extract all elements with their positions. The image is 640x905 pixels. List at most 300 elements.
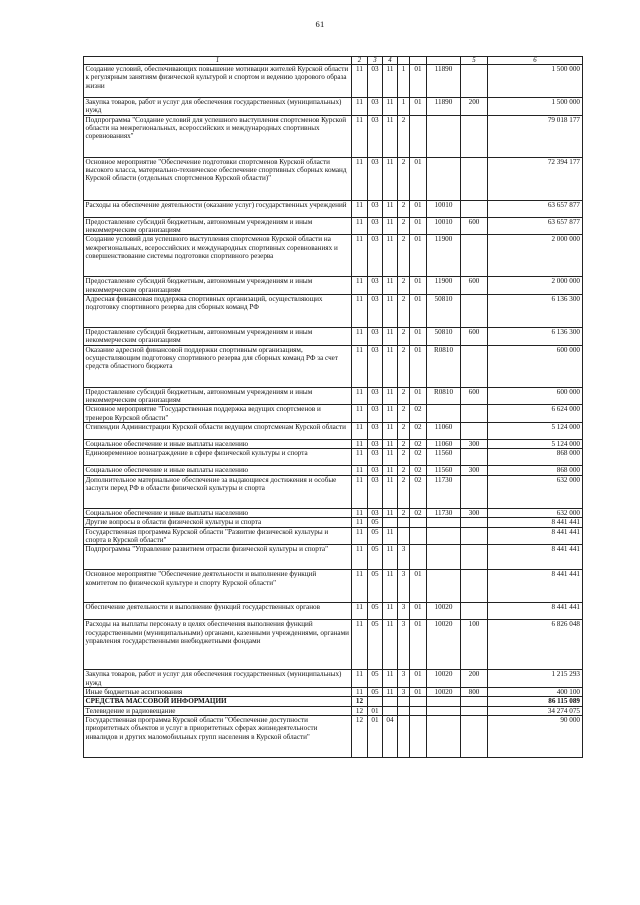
row-name-cell: Оказание адресной финансовой поддержки спортивным организациям, осуществляющим подготовку спортивного резерва для сборных команд РФ за счет средств областного бюджета (84, 345, 352, 387)
code-cell (461, 715, 488, 757)
code-cell: 2 (398, 200, 410, 217)
code-cell: 03 (368, 65, 383, 98)
code-cell: 2 (398, 405, 410, 423)
code-cell: 02 (410, 466, 427, 475)
code-cell: 02 (410, 423, 427, 440)
code-cell: 3 (398, 545, 410, 570)
code-cell (427, 545, 461, 570)
code-cell: 11 (383, 328, 398, 346)
code-cell: 3 (398, 570, 410, 603)
code-cell: 11 (383, 65, 398, 98)
row-name-cell: Социальное обеспечение и иные выплаты населению (84, 466, 352, 475)
code-cell: 05 (368, 603, 383, 620)
amount-cell: 72 394 177 (488, 157, 583, 200)
table-row (84, 545, 583, 570)
code-cell: 03 (368, 475, 383, 508)
row-name-cell: СРЕДСТВА МАССОВОЙ ИНФОРМАЦИИ (84, 697, 352, 706)
header-cell: 2 (352, 57, 368, 65)
row-name-cell: Социальное обеспечение и иные выплаты населению (84, 508, 352, 517)
code-cell (461, 449, 488, 466)
code-cell (461, 697, 488, 706)
code-cell (398, 527, 410, 545)
code-cell (410, 706, 427, 715)
code-cell (461, 570, 488, 603)
amount-cell: 86 115 089 (488, 697, 583, 706)
code-cell: 05 (368, 518, 383, 527)
code-cell: 11890 (427, 65, 461, 98)
code-cell: 2 (398, 345, 410, 387)
amount-cell: 868 000 (488, 449, 583, 466)
code-cell: 04 (383, 715, 398, 757)
table-row (84, 697, 583, 706)
amount-cell: 5 124 000 (488, 423, 583, 440)
amount-cell: 90 000 (488, 715, 583, 757)
code-cell: R0810 (427, 345, 461, 387)
header-cell: 6 (488, 57, 583, 65)
code-cell: R0810 (427, 387, 461, 405)
code-cell: 12 (352, 715, 368, 757)
amount-cell: 2 000 000 (488, 235, 583, 277)
code-cell: 2 (398, 235, 410, 277)
code-cell: 11 (352, 518, 368, 527)
code-cell: 11 (383, 570, 398, 603)
code-cell: 11 (383, 115, 398, 157)
header-cell: 1 (84, 57, 352, 65)
table-row (84, 475, 583, 508)
table-row (84, 65, 583, 98)
table-row (84, 670, 583, 688)
code-cell: 11 (352, 687, 368, 696)
code-cell (427, 527, 461, 545)
header-cell: 3 (368, 57, 383, 65)
code-cell: 800 (461, 687, 488, 696)
table-row (84, 115, 583, 157)
code-cell: 11 (383, 527, 398, 545)
code-cell: 05 (368, 570, 383, 603)
code-cell (461, 518, 488, 527)
table-row (84, 449, 583, 466)
code-cell: 3 (398, 670, 410, 688)
code-cell: 01 (410, 235, 427, 277)
amount-cell: 1 500 000 (488, 65, 583, 98)
table-row (84, 706, 583, 715)
code-cell: 11 (352, 217, 368, 235)
code-cell (461, 157, 488, 200)
code-cell: 11 (352, 545, 368, 570)
code-cell: 11 (383, 345, 398, 387)
code-cell (410, 527, 427, 545)
code-cell: 05 (368, 687, 383, 696)
header-cell (410, 57, 427, 65)
code-cell: 200 (461, 670, 488, 688)
row-name-cell: Адресная финансовая поддержка спортивных организаций, осуществляющих подготовку спортивного резерва для сборных команд РФ (84, 295, 352, 328)
code-cell: 11 (383, 200, 398, 217)
code-cell: 11 (383, 405, 398, 423)
code-cell: 03 (368, 217, 383, 235)
amount-cell: 8 441 441 (488, 603, 583, 620)
code-cell: 3 (398, 687, 410, 696)
code-cell (427, 715, 461, 757)
amount-cell: 79 018 177 (488, 115, 583, 157)
code-cell: 11 (352, 570, 368, 603)
row-name-cell: Предоставление субсидий бюджетным, автономным учреждениям и иным некоммерческим организациям (84, 277, 352, 295)
code-cell: 11 (352, 423, 368, 440)
code-cell: 01 (368, 715, 383, 757)
code-cell (383, 706, 398, 715)
amount-cell: 632 000 (488, 508, 583, 517)
code-cell: 2 (398, 217, 410, 235)
code-cell: 3 (398, 603, 410, 620)
code-cell (410, 697, 427, 706)
header-cell (427, 57, 461, 65)
code-cell: 11 (352, 440, 368, 449)
amount-cell: 8 441 441 (488, 518, 583, 527)
code-cell: 11 (352, 345, 368, 387)
code-cell: 11060 (427, 440, 461, 449)
budget-table (83, 56, 583, 758)
code-cell: 11 (352, 200, 368, 217)
code-cell: 2 (398, 277, 410, 295)
code-cell: 600 (461, 217, 488, 235)
code-cell: 02 (410, 508, 427, 517)
code-cell: 11 (352, 527, 368, 545)
code-cell: 11 (352, 508, 368, 517)
code-cell: 1 (398, 65, 410, 98)
code-cell: 600 (461, 328, 488, 346)
code-cell: 600 (461, 387, 488, 405)
code-cell: 11 (352, 65, 368, 98)
code-cell: 11 (383, 235, 398, 277)
code-cell: 11 (383, 440, 398, 449)
table-row (84, 387, 583, 405)
code-cell (461, 545, 488, 570)
code-cell: 11 (383, 217, 398, 235)
row-name-cell: Дополнительное материальное обеспечение за выдающиеся достижения и особые заслуги перед РФ в области физической культуры и спорта (84, 475, 352, 508)
code-cell: 03 (368, 200, 383, 217)
code-cell: 11 (383, 670, 398, 688)
code-cell: 2 (398, 508, 410, 517)
code-cell: 01 (410, 157, 427, 200)
code-cell: 11 (352, 235, 368, 277)
code-cell: 01 (410, 387, 427, 405)
code-cell: 01 (410, 345, 427, 387)
code-cell: 11 (352, 387, 368, 405)
row-name-cell: Другие вопросы в области физической культуры и спорта (84, 518, 352, 527)
row-name-cell: Закупка товаров, работ и услуг для обеспечения государственных (муниципальных) нужд (84, 98, 352, 116)
code-cell: 12 (352, 706, 368, 715)
table-row (84, 200, 583, 217)
code-cell: 2 (398, 387, 410, 405)
code-cell: 11 (352, 620, 368, 670)
table-row (84, 715, 583, 757)
code-cell (398, 697, 410, 706)
code-cell: 2 (398, 115, 410, 157)
code-cell (427, 706, 461, 715)
code-cell: 01 (410, 295, 427, 328)
amount-cell: 600 000 (488, 387, 583, 405)
code-cell: 2 (398, 295, 410, 328)
table-row (84, 687, 583, 696)
code-cell: 11 (383, 387, 398, 405)
code-cell: 02 (410, 449, 427, 466)
row-name-cell: Предоставление субсидий бюджетным, автономным учреждениям и иным некоммерческим организациям (84, 328, 352, 346)
table-row (84, 405, 583, 423)
amount-cell: 8 441 441 (488, 545, 583, 570)
code-cell: 100 (461, 620, 488, 670)
code-cell: 11 (383, 277, 398, 295)
code-cell (461, 115, 488, 157)
row-name-cell: Основное мероприятие "Государственная поддержка ведущих спортсменов и тренеров Курской области" (84, 405, 352, 423)
amount-cell: 600 000 (488, 345, 583, 387)
code-cell: 05 (368, 620, 383, 670)
code-cell: 2 (398, 328, 410, 346)
row-name-cell: Расходы на выплаты персоналу в целях обеспечения выполнения функций государственными (муниципальными) органами, казенными учреждениями, органами управления государственными внебюджетными фондами (84, 620, 352, 670)
header-cell: 4 (383, 57, 398, 65)
code-cell (461, 423, 488, 440)
code-cell (398, 706, 410, 715)
amount-cell: 34 274 075 (488, 706, 583, 715)
code-cell: 11 (352, 98, 368, 116)
code-cell: 12 (352, 697, 368, 706)
code-cell (461, 405, 488, 423)
code-cell: 50810 (427, 328, 461, 346)
code-cell: 11890 (427, 98, 461, 116)
code-cell (398, 715, 410, 757)
code-cell: 10010 (427, 217, 461, 235)
code-cell: 11 (383, 98, 398, 116)
amount-cell: 6 624 000 (488, 405, 583, 423)
code-cell: 10020 (427, 620, 461, 670)
code-cell: 600 (461, 277, 488, 295)
code-cell: 01 (410, 687, 427, 696)
code-cell (461, 527, 488, 545)
code-cell: 10010 (427, 200, 461, 217)
code-cell: 11 (383, 466, 398, 475)
amount-cell: 8 441 441 (488, 527, 583, 545)
code-cell: 11 (352, 277, 368, 295)
code-cell: 01 (410, 570, 427, 603)
amount-cell: 8 441 441 (488, 570, 583, 603)
row-name-cell: Стипендии Администрации Курской области ведущим спортсменам Курской области (84, 423, 352, 440)
table-row (84, 157, 583, 200)
code-cell: 01 (410, 603, 427, 620)
code-cell: 01 (410, 217, 427, 235)
code-cell (461, 200, 488, 217)
row-name-cell: Единовременное вознаграждение в сфере физической культуры и спорта (84, 449, 352, 466)
row-name-cell: Основное мероприятие "Обеспечение деятельности и выполнение функций комитетом по физической культуре и спорту Курской области" (84, 570, 352, 603)
code-cell: 01 (410, 277, 427, 295)
code-cell: 11 (383, 157, 398, 200)
code-cell: 50810 (427, 295, 461, 328)
table-row (84, 620, 583, 670)
code-cell: 2 (398, 440, 410, 449)
code-cell (461, 235, 488, 277)
code-cell: 11 (352, 475, 368, 508)
amount-cell: 63 657 877 (488, 200, 583, 217)
amount-cell: 1 215 293 (488, 670, 583, 688)
table-row (84, 277, 583, 295)
code-cell (461, 706, 488, 715)
row-name-cell: Создание условий, обеспечивающих повышение мотивации жителей Курской области к регулярным занятиям физической культурой и спортом и ведению здорового образа жизни (84, 65, 352, 98)
code-cell: 10020 (427, 687, 461, 696)
code-cell: 01 (410, 200, 427, 217)
code-cell: 05 (368, 545, 383, 570)
code-cell: 11 (383, 295, 398, 328)
code-cell: 01 (410, 65, 427, 98)
code-cell: 11730 (427, 475, 461, 508)
table-row (84, 527, 583, 545)
code-cell: 03 (368, 387, 383, 405)
amount-cell: 6 826 048 (488, 620, 583, 670)
code-cell (383, 518, 398, 527)
header-cell: 5 (461, 57, 488, 65)
code-cell: 03 (368, 157, 383, 200)
header-cell (398, 57, 410, 65)
code-cell: 01 (410, 98, 427, 116)
code-cell: 03 (368, 235, 383, 277)
amount-cell: 6 136 300 (488, 295, 583, 328)
table-row (84, 518, 583, 527)
code-cell: 03 (368, 466, 383, 475)
code-cell: 05 (368, 670, 383, 688)
table-row (84, 328, 583, 346)
row-name-cell: Расходы на обеспечение деятельности (оказание услуг) государственных учреждений (84, 200, 352, 217)
code-cell: 03 (368, 405, 383, 423)
code-cell: 11 (352, 157, 368, 200)
code-cell (427, 697, 461, 706)
code-cell (410, 115, 427, 157)
code-cell: 01 (410, 620, 427, 670)
table-body (84, 57, 583, 758)
code-cell: 300 (461, 466, 488, 475)
code-cell: 11 (352, 328, 368, 346)
code-cell: 03 (368, 115, 383, 157)
code-cell: 03 (368, 277, 383, 295)
code-cell (461, 603, 488, 620)
row-name-cell: Государственная программа Курской области "Обеспечение доступности приоритетных объектов и услуг в приоритетных сферах жизнедеятельности инвалидов и других маломобильных групп населения в Курской области" (84, 715, 352, 757)
code-cell: 03 (368, 295, 383, 328)
amount-cell: 5 124 000 (488, 440, 583, 449)
table-row (84, 570, 583, 603)
code-cell: 300 (461, 508, 488, 517)
code-cell: 2 (398, 423, 410, 440)
table-header-row (84, 57, 583, 65)
code-cell (461, 345, 488, 387)
table-row (84, 603, 583, 620)
code-cell (427, 405, 461, 423)
code-cell: 02 (410, 405, 427, 423)
code-cell: 300 (461, 440, 488, 449)
amount-cell: 6 136 300 (488, 328, 583, 346)
table-row (84, 508, 583, 517)
code-cell: 11060 (427, 423, 461, 440)
code-cell (427, 570, 461, 603)
code-cell: 11 (383, 508, 398, 517)
code-cell: 01 (410, 670, 427, 688)
code-cell: 11 (352, 295, 368, 328)
code-cell (410, 545, 427, 570)
code-cell: 11900 (427, 235, 461, 277)
code-cell: 11 (383, 687, 398, 696)
code-cell (427, 157, 461, 200)
code-cell (410, 518, 427, 527)
code-cell: 11 (383, 449, 398, 466)
code-cell (461, 295, 488, 328)
code-cell: 03 (368, 508, 383, 517)
row-name-cell: Обеспечение деятельности и выполнение функций государственных органов (84, 603, 352, 620)
code-cell: 200 (461, 98, 488, 116)
code-cell: 2 (398, 466, 410, 475)
code-cell: 11560 (427, 449, 461, 466)
code-cell: 3 (398, 620, 410, 670)
code-cell: 10020 (427, 670, 461, 688)
table-row (84, 235, 583, 277)
row-name-cell: Иные бюджетные ассигнования (84, 687, 352, 696)
row-name-cell: Социальное обеспечение и иные выплаты населению (84, 440, 352, 449)
table-row (84, 423, 583, 440)
code-cell: 11 (352, 466, 368, 475)
code-cell: 11 (383, 603, 398, 620)
code-cell: 11 (352, 449, 368, 466)
row-name-cell: Подпрограмма "Управление развитием отрасли физической культуры и спорта" (84, 545, 352, 570)
code-cell: 11560 (427, 466, 461, 475)
row-name-cell: Подпрограмма "Создание условий для успешного выступления спортсменов Курской области на межрегиональных, всероссийских и международных спортивных соревнованиях" (84, 115, 352, 157)
row-name-cell: Закупка товаров, работ и услуг для обеспечения государственных (муниципальных) нужд (84, 670, 352, 688)
table-row (84, 345, 583, 387)
table-row (84, 217, 583, 235)
code-cell: 02 (410, 475, 427, 508)
amount-cell: 632 000 (488, 475, 583, 508)
code-cell: 11 (352, 603, 368, 620)
code-cell: 11 (383, 475, 398, 508)
code-cell: 11 (383, 620, 398, 670)
code-cell: 03 (368, 345, 383, 387)
code-cell: 11 (383, 545, 398, 570)
row-name-cell: Создание условий для успешного выступления спортсменов Курской области на межрегиональных, всероссийских и международных спортивных соревнованиях и совершенствование системы подготовки спортивного резерва (84, 235, 352, 277)
amount-cell: 63 657 877 (488, 217, 583, 235)
code-cell: 1 (398, 98, 410, 116)
code-cell (427, 518, 461, 527)
code-cell: 2 (398, 449, 410, 466)
code-cell: 11 (352, 115, 368, 157)
amount-cell: 400 100 (488, 687, 583, 696)
code-cell: 11 (383, 423, 398, 440)
code-cell: 03 (368, 440, 383, 449)
code-cell: 03 (368, 328, 383, 346)
code-cell: 01 (368, 706, 383, 715)
code-cell: 01 (410, 328, 427, 346)
code-cell (427, 115, 461, 157)
code-cell (368, 697, 383, 706)
code-cell: 11900 (427, 277, 461, 295)
code-cell: 03 (368, 98, 383, 116)
code-cell (410, 715, 427, 757)
page-number: 61 (315, 19, 325, 29)
code-cell: 2 (398, 475, 410, 508)
code-cell: 10020 (427, 603, 461, 620)
code-cell (461, 65, 488, 98)
code-cell: 11730 (427, 508, 461, 517)
row-name-cell: Телевидение и радиовещание (84, 706, 352, 715)
table-row (84, 295, 583, 328)
code-cell: 11 (352, 670, 368, 688)
code-cell: 03 (368, 449, 383, 466)
code-cell (383, 697, 398, 706)
amount-cell: 2 000 000 (488, 277, 583, 295)
code-cell: 2 (398, 157, 410, 200)
amount-cell: 868 000 (488, 466, 583, 475)
amount-cell: 1 500 000 (488, 98, 583, 116)
